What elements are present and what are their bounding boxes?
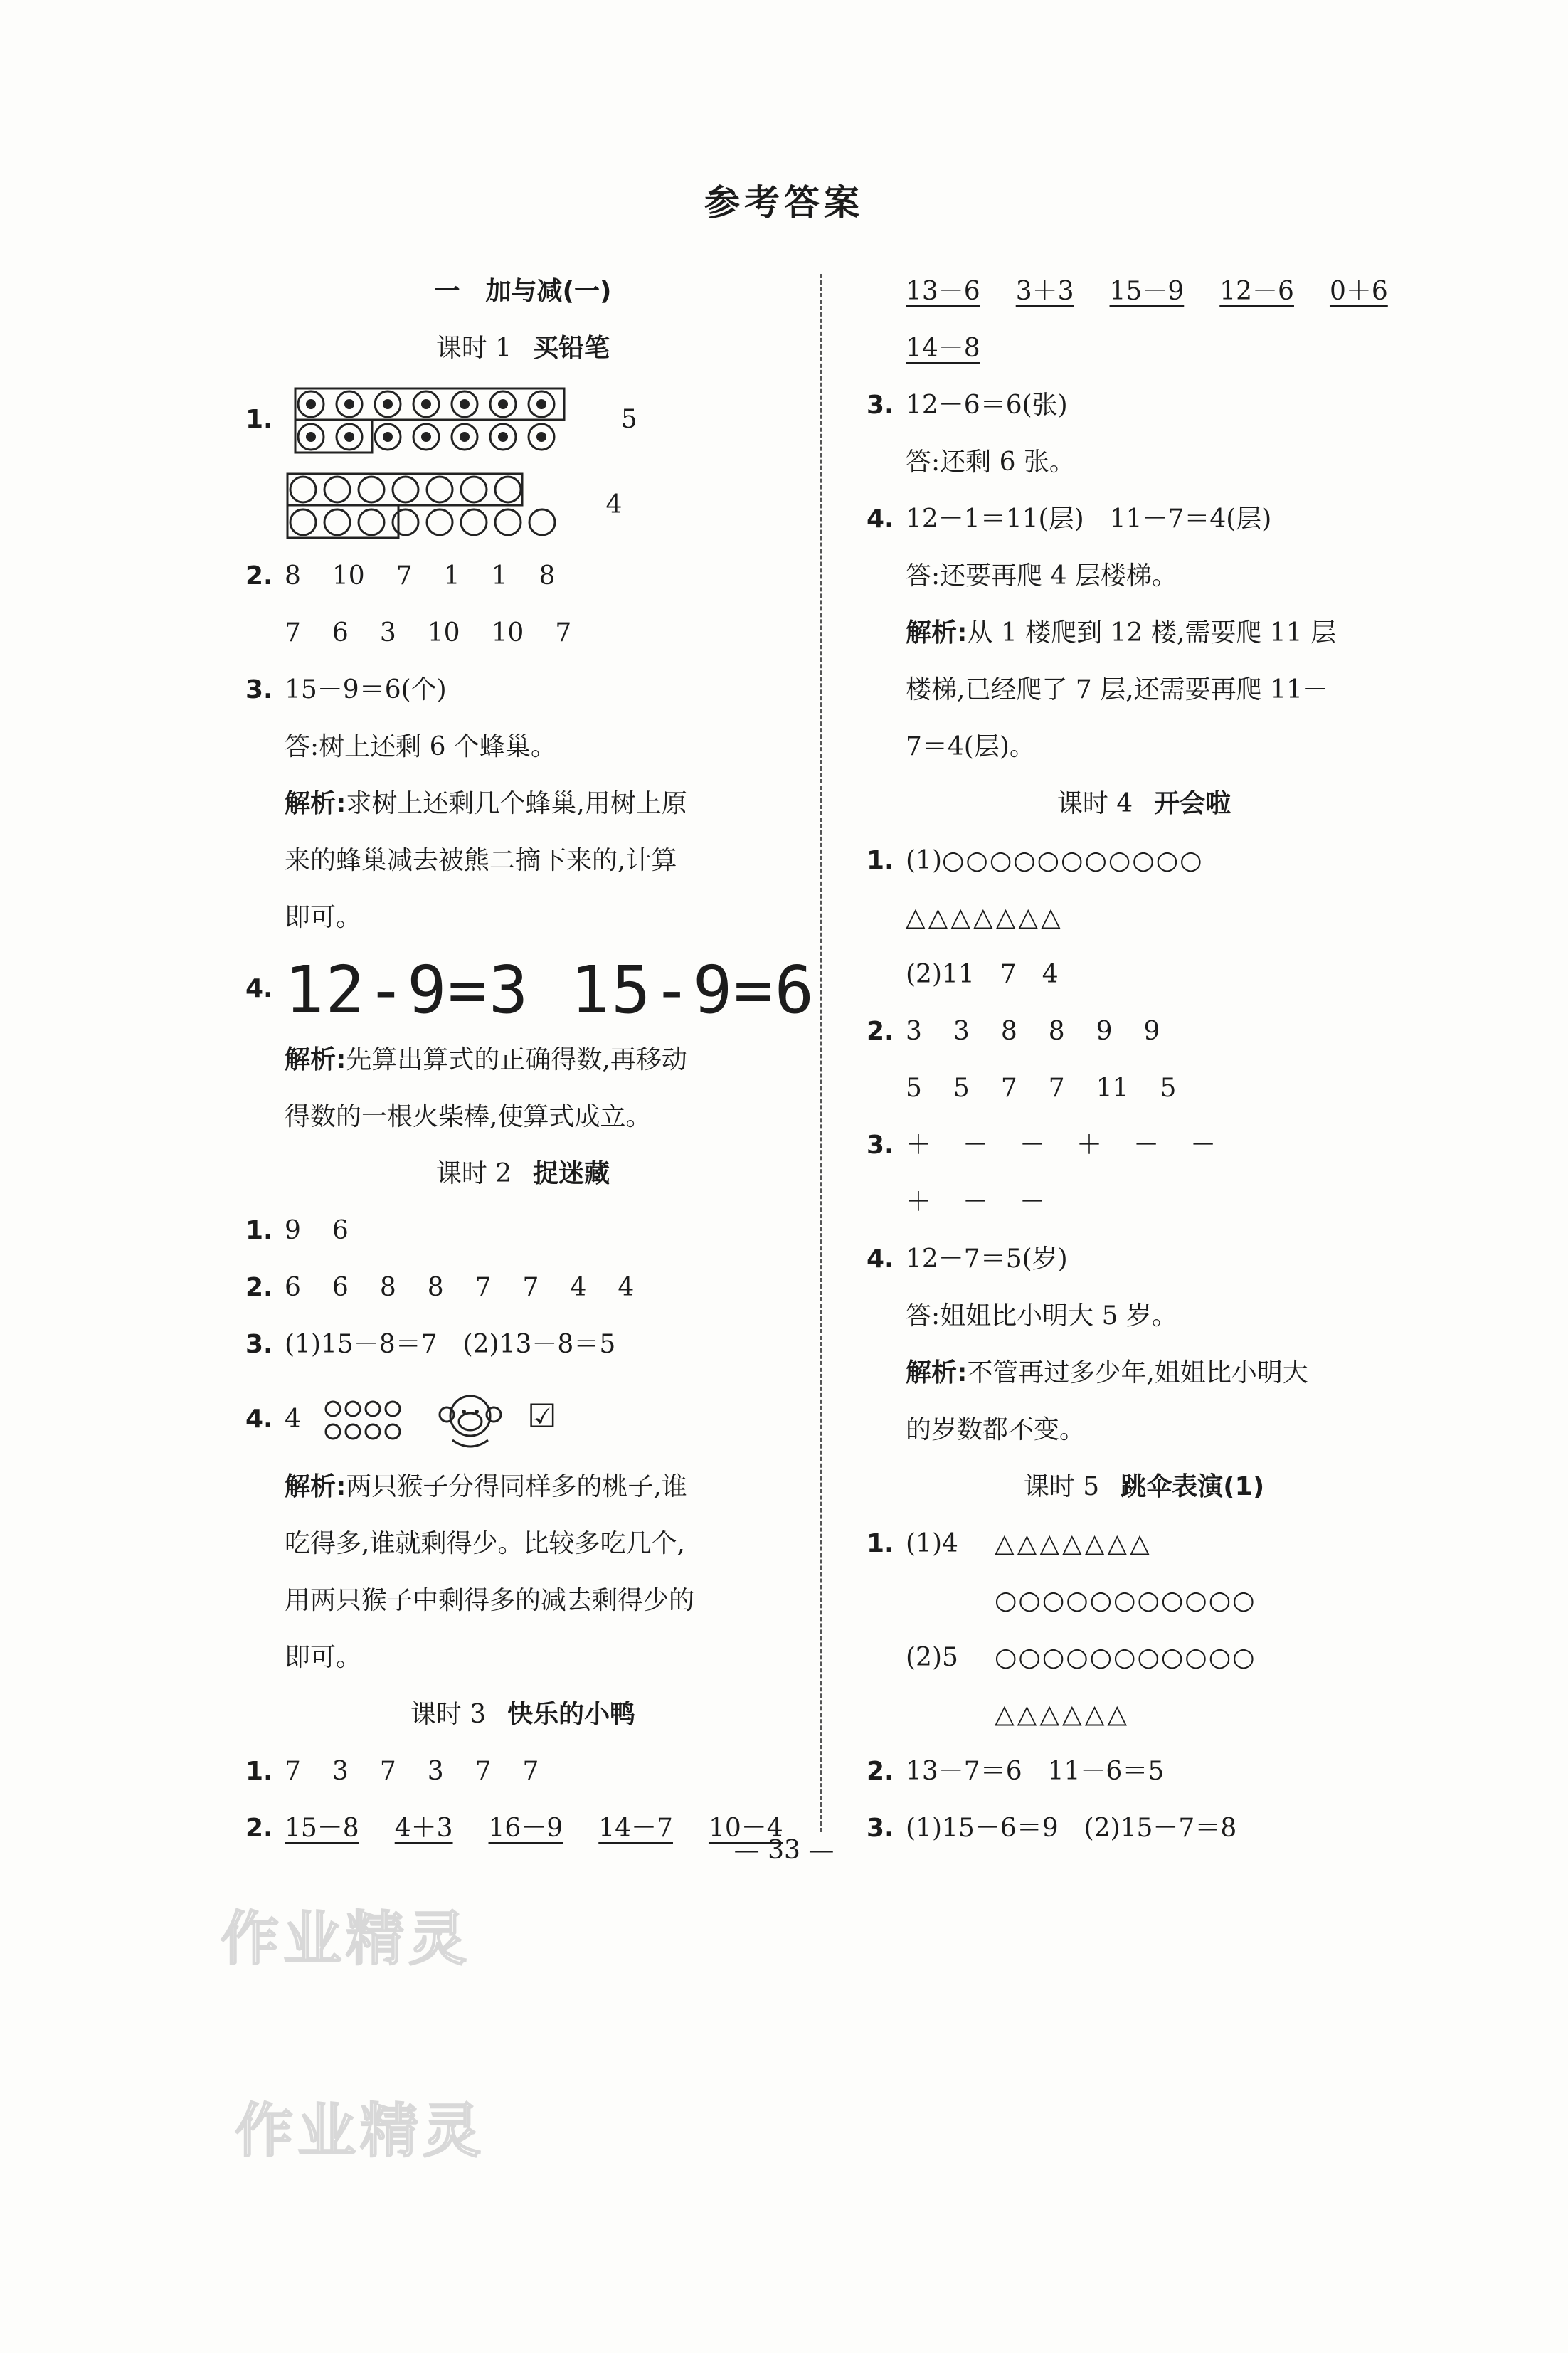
answer-value: 8 xyxy=(1048,1017,1065,1046)
analysis-text: 楼梯,已经爬了 7 层,还需要再爬 11－ xyxy=(906,675,1328,704)
answer-value: ＋ xyxy=(906,1188,932,1217)
triangles-row: △△△△△△△ xyxy=(906,903,1064,932)
l4-q1-row1 xyxy=(867,832,1421,889)
question-number: 1. xyxy=(245,1757,273,1786)
l4-q3-row1 xyxy=(867,1117,1421,1174)
l1-q1-row-b xyxy=(245,462,800,548)
l1-q1-row-a xyxy=(245,377,800,462)
lesson-tag: 课时 4 xyxy=(1056,789,1133,818)
answer-value: 6 xyxy=(285,1273,301,1302)
lesson-tag: 课时 1 xyxy=(435,334,512,363)
answer-value: 4 xyxy=(605,490,623,519)
l2-q2 xyxy=(245,1259,800,1316)
answer-value: 15－8 xyxy=(285,1814,359,1843)
question-number: 1. xyxy=(245,405,273,434)
answer-value: ＋ xyxy=(1076,1131,1103,1160)
answer-value: 3 xyxy=(427,1757,444,1786)
analysis-label: 解析: xyxy=(906,1358,968,1387)
lesson-title: 捉迷藏 xyxy=(533,1159,610,1188)
l5-q1-row4 xyxy=(867,1686,1421,1743)
answer-value: 10－4 xyxy=(708,1814,783,1843)
answer-value: 3＋3 xyxy=(1015,277,1074,306)
triangles-row: △△△△△△△ xyxy=(995,1529,1153,1558)
analysis-text: 得数的一根火柴棒,使算式成立。 xyxy=(285,1102,652,1131)
answer-value: 9 xyxy=(1096,1017,1113,1046)
analysis-text: 来的蜂巢减去被熊二摘下来的,计算 xyxy=(285,846,677,875)
lesson-2-heading xyxy=(245,1146,800,1202)
part-label: (1) xyxy=(906,846,942,875)
answer-value: 5 xyxy=(953,1074,970,1103)
answer-value: 13－6 xyxy=(906,277,980,306)
answer-value: 7 xyxy=(379,1757,396,1786)
question-number: 2. xyxy=(245,1814,273,1843)
answer-value: 7 xyxy=(1000,1074,1017,1103)
analysis-text: 用两只猴子中剩得多的减去剩得少的 xyxy=(285,1586,695,1615)
answer-value: － xyxy=(963,1131,989,1160)
monkey-icon xyxy=(431,1389,509,1453)
check-icon: ☑ xyxy=(527,1397,557,1435)
unit-title: 一 加与减(一) xyxy=(434,277,612,306)
analysis-text: 7＝4(层)。 xyxy=(906,732,1035,761)
l4-q2-row1 xyxy=(867,1003,1421,1060)
answer-value: 1 xyxy=(443,561,460,591)
question-number: 1. xyxy=(867,846,894,875)
answer-value: 7 xyxy=(396,561,413,591)
equation: 15－9＝6(个) xyxy=(285,675,447,704)
lesson-title: 买铅笔 xyxy=(533,334,610,363)
lesson-tag: 课时 2 xyxy=(435,1159,512,1188)
soccer-balls-figure xyxy=(292,386,591,457)
question-number: 2. xyxy=(867,1757,894,1786)
question-number: 3. xyxy=(867,1814,894,1843)
question-number: 3. xyxy=(867,1131,894,1160)
lesson-tag: 课时 3 xyxy=(410,1700,487,1729)
watermark: 作业精灵 xyxy=(221,1905,472,1973)
answer-value: 14－8 xyxy=(906,334,980,363)
part-label: (1)4 xyxy=(906,1529,958,1558)
answer-value: 6 xyxy=(332,1273,349,1302)
question-number: 2. xyxy=(245,561,273,591)
analysis-text: 即可。 xyxy=(285,903,362,932)
answer-value: 11 xyxy=(1096,1074,1129,1103)
triangles-row: △△△△△△ xyxy=(995,1700,1130,1729)
answer-value: ＋ xyxy=(906,1131,932,1160)
answer-value: 12－6 xyxy=(1219,277,1294,306)
l1-q3-equation xyxy=(245,662,800,719)
answer-value: 3 xyxy=(953,1017,970,1046)
l1-q4-analysis xyxy=(245,1032,800,1089)
equation: 13－7＝6 11－6＝5 xyxy=(906,1757,1165,1786)
equation: (1)15－6＝9 (2)15－7＝8 xyxy=(906,1814,1237,1843)
circles-row: ○○○○○○○○○○○ xyxy=(942,846,1204,875)
answer-value: 15－9 xyxy=(1109,277,1185,306)
lesson-3-heading xyxy=(245,1686,800,1743)
answer-value: 5 xyxy=(1160,1074,1177,1103)
answer-value: － xyxy=(963,1188,989,1217)
question-number: 4. xyxy=(245,974,273,1003)
answer-value: 7 xyxy=(1048,1074,1065,1103)
analysis-label: 解析: xyxy=(285,1045,346,1074)
l3-q2-cont-row2 xyxy=(867,320,1421,377)
answer-value: 7 xyxy=(522,1273,539,1302)
answer-value: 8 xyxy=(285,561,301,591)
answer-value: 6 xyxy=(332,618,349,647)
answer-value: 14－7 xyxy=(598,1814,673,1843)
question-number: 3. xyxy=(245,1330,273,1359)
l1-q3-answer: 答:树上还剩 6 个蜂巢。 xyxy=(285,732,556,761)
answer-value: 8 xyxy=(539,561,556,591)
page-number: — 33 — xyxy=(733,1836,835,1865)
l3-q4-answer: 答:还要再爬 4 层楼梯。 xyxy=(906,561,1177,591)
l1-q2-row2 xyxy=(245,605,800,662)
question-number: 2. xyxy=(867,1017,894,1046)
question-number: 4. xyxy=(867,504,894,534)
l4-q4-equation xyxy=(867,1231,1421,1288)
column-divider xyxy=(820,274,822,1832)
answer-value: 4 xyxy=(618,1273,635,1302)
answer-value: 1 xyxy=(491,561,508,591)
equation: 12－1＝11(层) 11－7＝4(层) xyxy=(906,504,1272,534)
answer-value: 7 xyxy=(522,1757,539,1786)
answer-value: 10 xyxy=(332,561,365,591)
circles-row: ○○○○○○○○○○○ xyxy=(995,1586,1256,1615)
question-number: 4. xyxy=(245,1405,273,1434)
l4-q1-row3: (2)11 7 4 xyxy=(906,960,1059,989)
answer-value: 16－9 xyxy=(488,1814,563,1843)
question-number: 2. xyxy=(245,1273,273,1302)
l3-q3-equation xyxy=(867,377,1421,434)
answer-value: 3 xyxy=(379,618,396,647)
l2-q4 xyxy=(245,1373,800,1459)
l4-q3-row2 xyxy=(867,1174,1421,1231)
lesson-1-heading xyxy=(245,320,800,377)
l3-q4-analysis xyxy=(867,605,1421,662)
answer-value: 7 xyxy=(475,1273,492,1302)
answer-value: － xyxy=(1019,1188,1046,1217)
lesson-title: 跳伞表演(1) xyxy=(1121,1472,1265,1501)
answer-value: 6 xyxy=(332,1216,349,1245)
l3-q1 xyxy=(245,1743,800,1800)
answer-value: 4＋3 xyxy=(394,1814,453,1843)
equation: (1)15－8＝7 (2)13－8＝5 xyxy=(285,1330,616,1359)
l2-q1 xyxy=(245,1202,800,1259)
l5-q1-row2 xyxy=(867,1572,1421,1629)
analysis-label: 解析: xyxy=(906,618,968,647)
analysis-text: 求树上还剩几个蜂巢,用树上原 xyxy=(346,789,687,818)
answer-value: 4 xyxy=(285,1405,301,1434)
answer-value: 9 xyxy=(285,1216,301,1245)
l4-q4-analysis xyxy=(867,1345,1421,1402)
l1-q4-row xyxy=(245,946,816,1032)
analysis-text: 即可。 xyxy=(285,1643,362,1672)
answer-value: 10 xyxy=(491,618,524,647)
answer-value: 7 xyxy=(555,618,572,647)
answer-value: － xyxy=(1133,1131,1160,1160)
l3-q4-equation xyxy=(867,491,1421,548)
question-number: 4. xyxy=(867,1244,894,1274)
basketballs-figure xyxy=(285,471,583,542)
part-label: (2)5 xyxy=(906,1643,958,1672)
answer-value: 5 xyxy=(620,405,637,434)
answer-value: 7 xyxy=(475,1757,492,1786)
lesson-4-heading xyxy=(867,776,1421,832)
answer-value: 8 xyxy=(379,1273,396,1302)
peaches-figure xyxy=(323,1396,415,1446)
analysis-label: 解析: xyxy=(285,1472,346,1501)
l4-q4-answer: 答:姐姐比小明大 5 岁。 xyxy=(906,1301,1177,1331)
l5-q1-row3 xyxy=(867,1629,1421,1686)
l4-q1-row2 xyxy=(867,889,1421,946)
analysis-text: 不管再过多少年,姐姐比小明大 xyxy=(967,1358,1308,1387)
l3-q3-answer: 答:还剩 6 张。 xyxy=(906,448,1075,477)
l2-q3 xyxy=(245,1316,800,1373)
lesson-title: 快乐的小鸭 xyxy=(507,1700,636,1729)
answer-value: 3 xyxy=(906,1017,922,1046)
lesson-5-heading xyxy=(867,1459,1421,1516)
answer-value: 8 xyxy=(1000,1017,1017,1046)
matchstick-equation: 12-9=3 15-9=6 xyxy=(285,952,816,1028)
answer-value: 5 xyxy=(906,1074,922,1103)
analysis-text: 先算出算式的正确得数,再移动 xyxy=(346,1045,687,1074)
answer-value: 4 xyxy=(570,1273,587,1302)
l5-q2 xyxy=(867,1743,1421,1800)
answer-value: 9 xyxy=(1143,1017,1160,1046)
analysis-label: 解析: xyxy=(285,789,346,818)
l4-q2-row2 xyxy=(867,1060,1421,1117)
question-number: 1. xyxy=(867,1529,894,1558)
l3-q2-cont-row1 xyxy=(867,263,1421,320)
lesson-tag: 课时 5 xyxy=(1023,1472,1100,1501)
question-number: 1. xyxy=(245,1216,273,1245)
answer-value: 7 xyxy=(285,618,301,647)
l1-q3-analysis xyxy=(245,776,800,832)
analysis-text: 吃得多,谁就剩得少。比较多吃几个, xyxy=(285,1529,685,1558)
answer-value: 10 xyxy=(427,618,460,647)
answer-value: 0＋6 xyxy=(1329,277,1388,306)
right-column xyxy=(867,263,1421,1857)
equation: 12－7＝5(岁) xyxy=(906,1244,1068,1274)
l5-q1-row1 xyxy=(867,1516,1421,1572)
answer-value: 8 xyxy=(427,1273,444,1302)
question-number: 3. xyxy=(867,391,894,420)
analysis-text: 两只猴子分得同样多的桃子,谁 xyxy=(346,1472,687,1501)
question-number: 3. xyxy=(245,675,273,704)
answer-value: － xyxy=(1190,1131,1217,1160)
answer-value: 3 xyxy=(332,1757,349,1786)
answer-value: 7 xyxy=(285,1757,301,1786)
watermark: 作业精灵 xyxy=(235,2098,486,2165)
answer-value: － xyxy=(1019,1131,1046,1160)
analysis-text: 的岁数都不变。 xyxy=(906,1415,1086,1444)
lesson-title: 开会啦 xyxy=(1154,789,1231,818)
analysis-text: 从 1 楼爬到 12 楼,需要爬 11 层 xyxy=(967,618,1337,647)
equation: 12－6＝6(张) xyxy=(906,391,1068,420)
circles-row: ○○○○○○○○○○○ xyxy=(995,1643,1256,1672)
l2-q4-analysis xyxy=(245,1459,800,1516)
page-title: 参考答案 xyxy=(704,182,864,223)
l1-q2-row1 xyxy=(245,548,800,605)
